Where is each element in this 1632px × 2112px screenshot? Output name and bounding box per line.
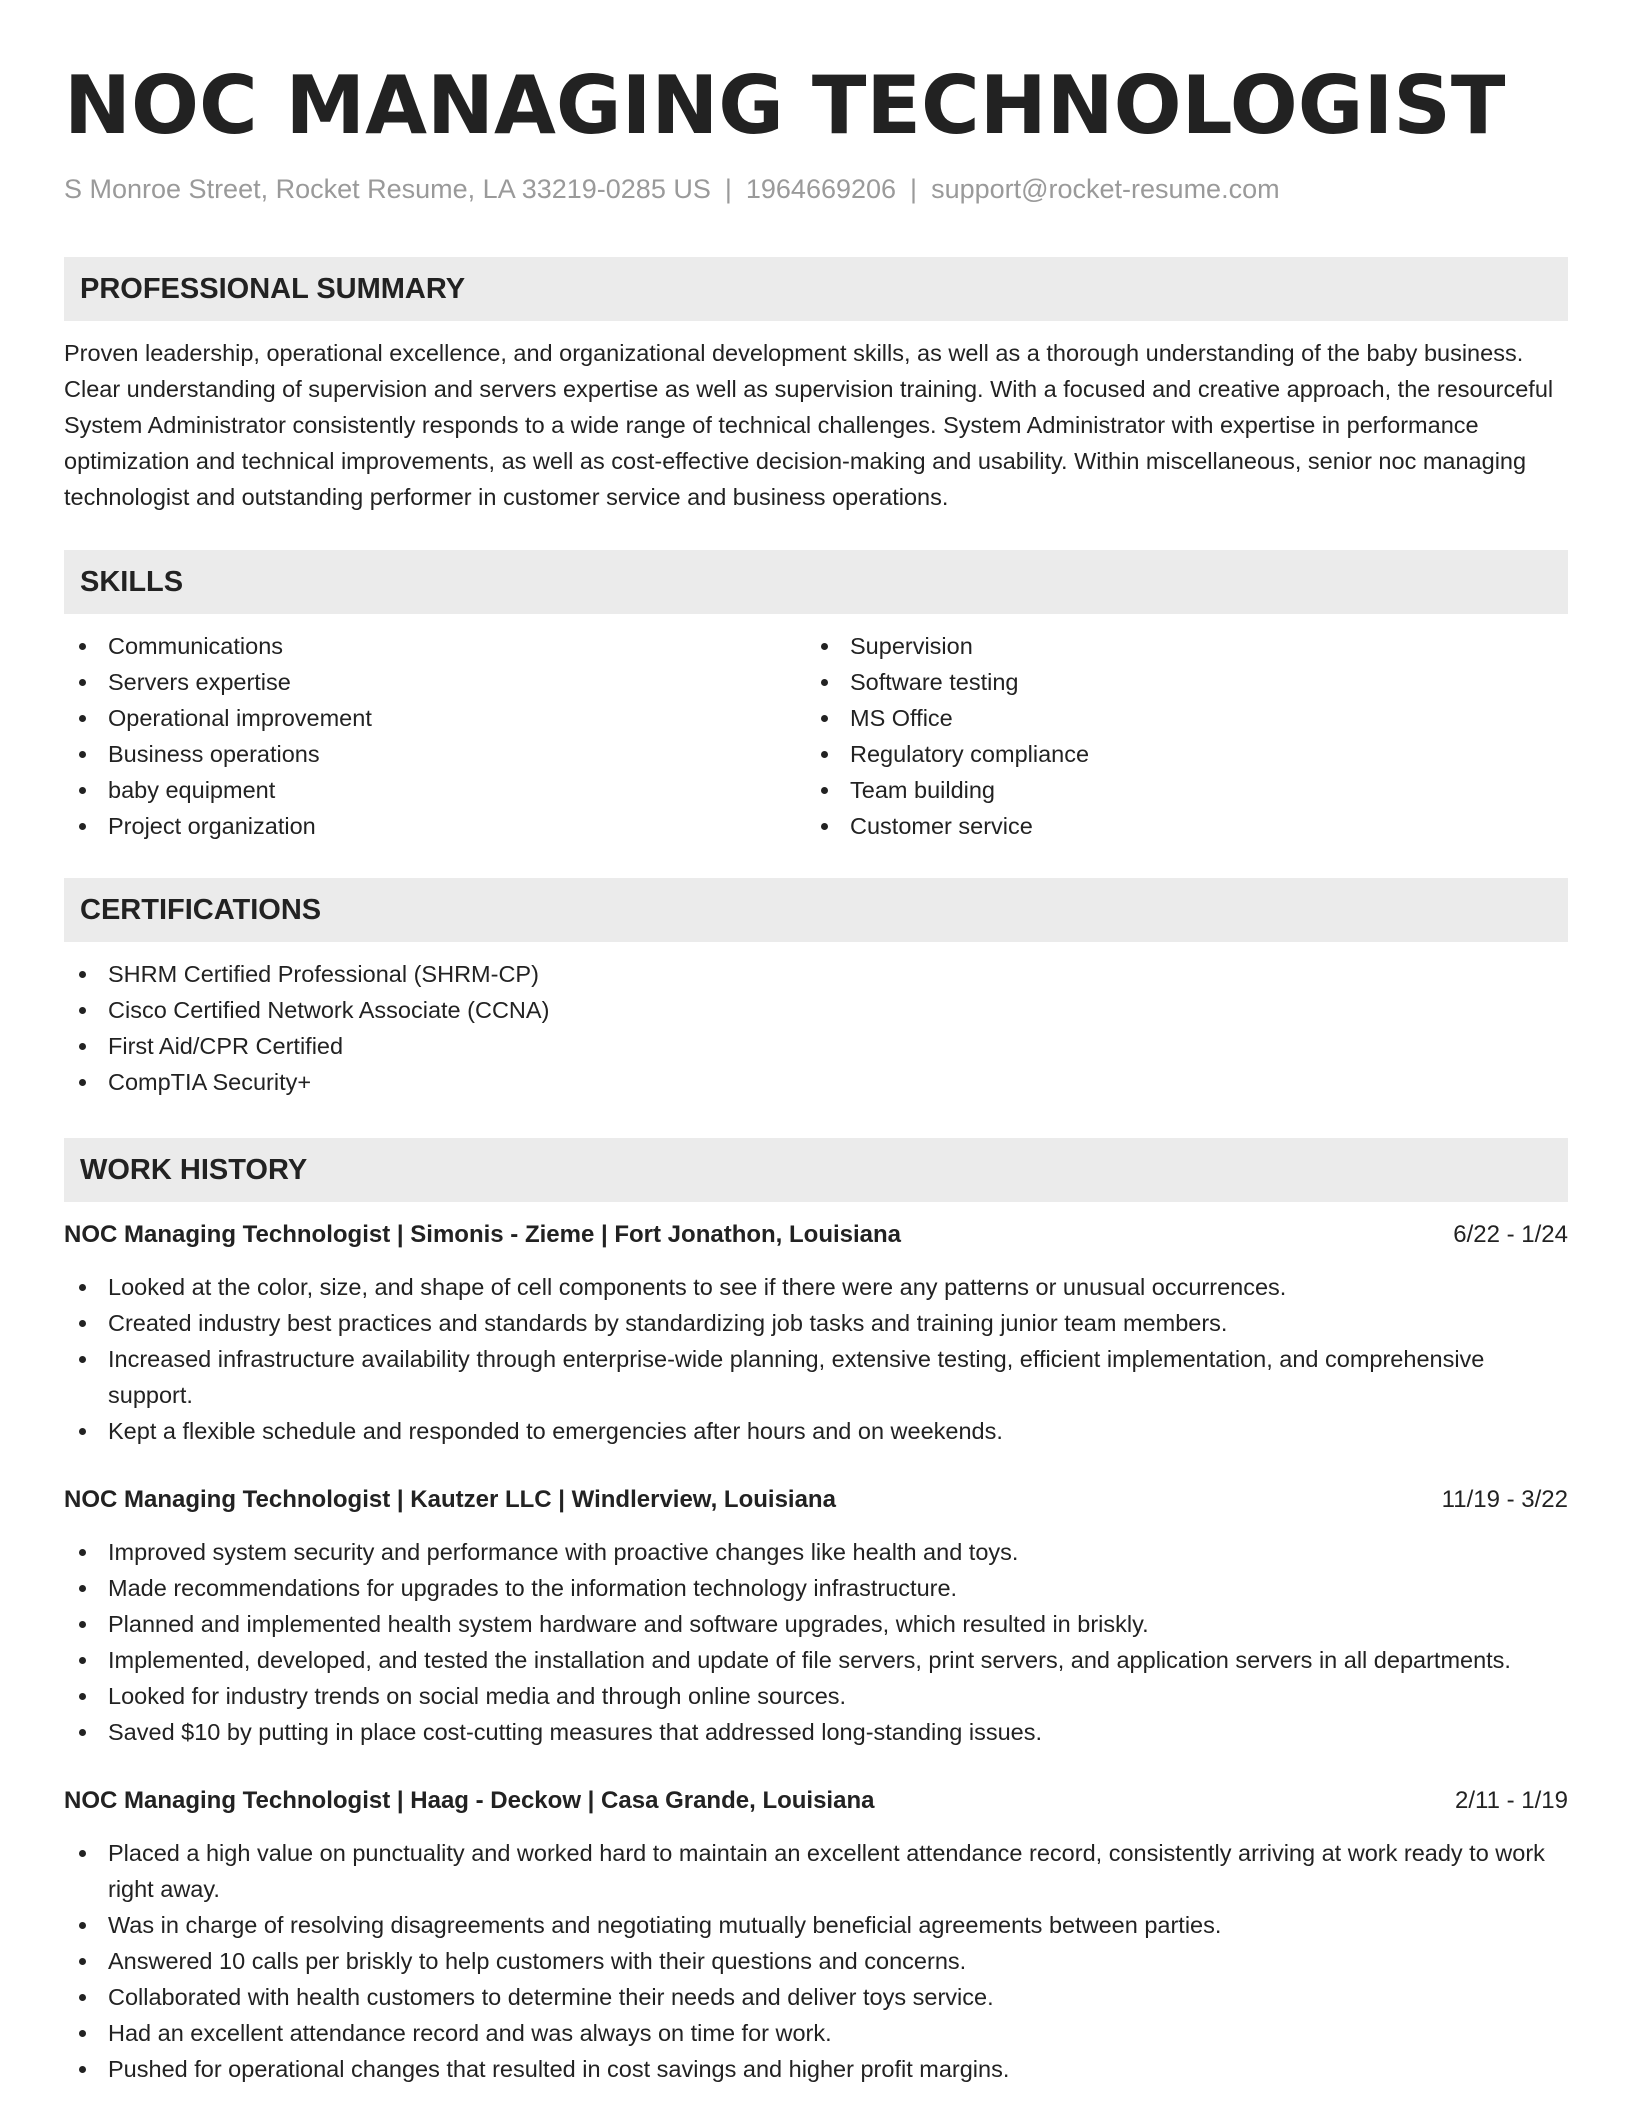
summary-heading: PROFESSIONAL SUMMARY: [64, 257, 1568, 321]
job-title: NOC Managing Technologist | Kautzer LLC | Windlerview, Louisiana: [64, 1486, 836, 1513]
job-dates: 6/22 - 1/24: [1453, 1221, 1568, 1248]
skill-item: Servers expertise: [64, 664, 806, 700]
job-dates: 2/11 - 1/19: [1455, 1787, 1568, 1814]
skills-list-left: [64, 628, 806, 844]
skill-item: Software testing: [806, 664, 1548, 700]
skill-item: Customer service: [806, 808, 1548, 844]
skill-item: Supervision: [806, 628, 1548, 664]
resume-page: [64, 0, 1568, 2087]
skill-item: Operational improvement: [64, 700, 806, 736]
contact-separator: |: [724, 174, 732, 204]
certification-item: First Aid/CPR Certified: [64, 1028, 1568, 1064]
work-history-heading: WORK HISTORY: [64, 1138, 1568, 1202]
job-bullet: Made recommendations for upgrades to the information technology infrastructure.: [64, 1570, 1568, 1606]
job-title: NOC Managing Technologist | Haag - Deckow | Casa Grande, Louisiana: [64, 1787, 875, 1814]
job-bullet: Looked for industry trends on social media and through online sources.: [64, 1678, 1568, 1714]
skill-item: baby equipment: [64, 772, 806, 808]
skill-item: Regulatory compliance: [806, 736, 1548, 772]
job-bullet: Saved $10 by putting in place cost-cutting measures that addressed long-standing issues.: [64, 1714, 1568, 1750]
contact-separator: |: [910, 174, 918, 204]
certifications-heading: CERTIFICATIONS: [64, 878, 1568, 942]
job-bullets: [64, 1534, 1568, 1750]
job-entry: [64, 1482, 1568, 1750]
skill-item: Business operations: [64, 736, 806, 772]
certification-item: Cisco Certified Network Associate (CCNA): [64, 992, 1568, 1028]
job-header: [64, 1482, 1568, 1518]
job-bullet: Collaborated with health customers to determine their needs and deliver toys service.: [64, 1979, 1568, 2015]
summary-text: Proven leadership, operational excellence, and organizational development skills, as well as a thorough understanding of the baby business. Clear understanding of supervision and servers expertise as well as supervision training. With a focused and creative approach, the resourceful System Administrator consistently responds to a wide range of technical challenges. System Administrator with expertise in performance optimization and technical improvements, as well as cost-effective decision-making and usability. Within miscellaneous, senior noc managing technologist and outstanding performer in customer service and business operations.: [64, 340, 1554, 510]
job-bullets: [64, 1835, 1568, 2087]
contact-phone: 1964669206: [745, 174, 897, 204]
job-entry: [64, 1783, 1568, 2087]
job-bullet: Improved system security and performance with proactive changes like health and toys.: [64, 1534, 1568, 1570]
job-bullet: Answered 10 calls per briskly to help customers with their questions and concerns.: [64, 1943, 1568, 1979]
contact-line: [64, 172, 1568, 206]
job-bullet: Had an excellent attendance record and was always on time for work.: [64, 2015, 1568, 2051]
job-bullet: Kept a flexible schedule and responded to emergencies after hours and on weekends.: [64, 1413, 1568, 1449]
job-bullet: Placed a high value on punctuality and worked hard to maintain an excellent attendance record, consistently arriving at work ready to work right away.: [64, 1835, 1568, 1907]
job-bullet: Looked at the color, size, and shape of cell components to see if there were any patterns or unusual occurrences.: [64, 1269, 1568, 1305]
candidate-name: NOC MANAGING TECHNOLOGIST: [64, 59, 1506, 152]
job-title: NOC Managing Technologist | Simonis - Zieme | Fort Jonathon, Louisiana: [64, 1221, 902, 1248]
certification-item: SHRM Certified Professional (SHRM-CP): [64, 956, 1568, 992]
skill-item: Team building: [806, 772, 1548, 808]
skills-list-right: [806, 628, 1548, 844]
job-header: [64, 1217, 1568, 1253]
job-dates: 11/19 - 3/22: [1441, 1486, 1568, 1513]
skills-columns: [64, 628, 1568, 844]
job-header: [64, 1783, 1568, 1819]
job-bullet: Planned and implemented health system hardware and software upgrades, which resulted in briskly.: [64, 1606, 1568, 1642]
job-bullets: [64, 1269, 1568, 1449]
contact-address: S Monroe Street, Rocket Resume, LA 33219-0285 US: [64, 174, 711, 204]
job-bullet: Pushed for operational changes that resulted in cost savings and higher profit margins.: [64, 2051, 1568, 2087]
skill-item: Project organization: [64, 808, 806, 844]
job-bullet: Created industry best practices and standards by standardizing job tasks and training junior team members.: [64, 1305, 1568, 1341]
certification-item: CompTIA Security+: [64, 1064, 1568, 1100]
skill-item: MS Office: [806, 700, 1548, 736]
skills-heading: SKILLS: [64, 550, 1568, 614]
job-bullet: Increased infrastructure availability through enterprise-wide planning, extensive testing, efficient implementation, and comprehensive support.: [64, 1341, 1568, 1413]
skill-item: Communications: [64, 628, 806, 664]
job-entry: [64, 1217, 1568, 1449]
certifications-list: [64, 956, 1568, 1100]
contact-email: support@rocket-resume.com: [931, 174, 1280, 204]
job-bullet: Was in charge of resolving disagreements and negotiating mutually beneficial agreements between parties.: [64, 1907, 1568, 1943]
job-bullet: Implemented, developed, and tested the installation and update of file servers, print servers, and application servers in all departments.: [64, 1642, 1568, 1678]
